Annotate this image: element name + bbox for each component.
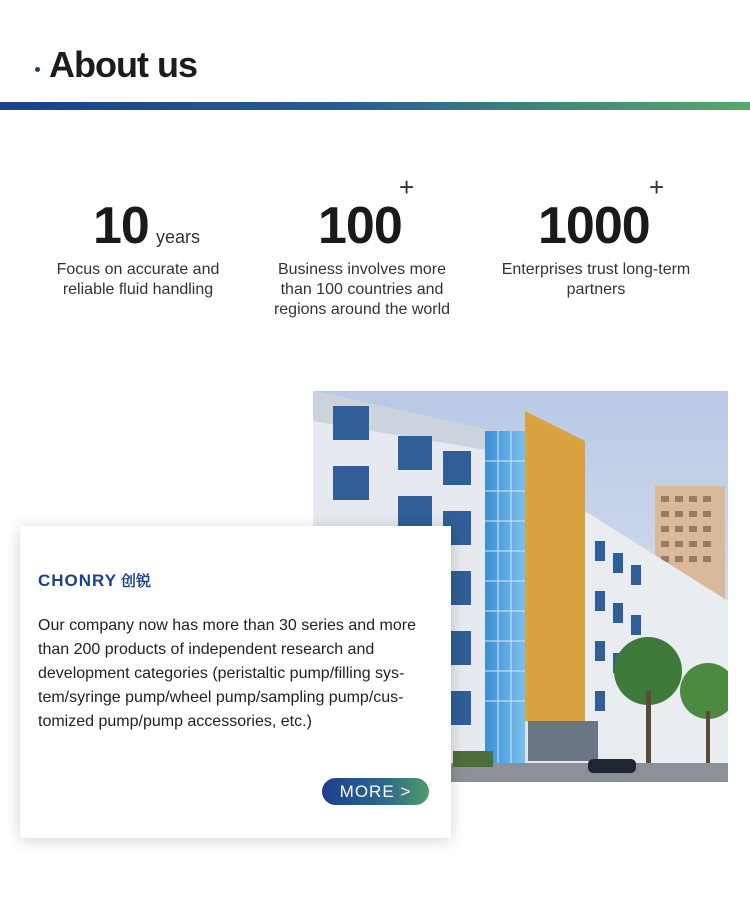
more-button[interactable]: MORE > (322, 778, 429, 805)
stat-number: 100 (318, 197, 402, 255)
company-logo (38, 570, 151, 591)
gradient-divider (0, 102, 750, 110)
section-header (0, 0, 750, 112)
stat-description: Focus on accurate and reliable fluid handling (56, 261, 220, 298)
stat-description: Business involves more than 100 countries and regions around the world (273, 261, 451, 318)
stat-number: 1000 (538, 197, 650, 255)
stat-years (38, 170, 238, 300)
stat-plus: + (399, 172, 415, 202)
stat-plus: + (649, 172, 665, 202)
logo-chinese-text: 创锐 (121, 573, 152, 590)
title-bullet (35, 67, 40, 72)
logo-text: CHONRY (38, 570, 118, 590)
stat-countries (262, 170, 462, 320)
stat-enterprises (487, 170, 705, 300)
stats-row (0, 170, 750, 360)
stat-number: 10 (93, 197, 149, 255)
about-card (20, 526, 451, 838)
stat-description: Enterprises trust long-term partners (501, 261, 691, 298)
page-title: About us (49, 44, 197, 85)
company-description: Our company now has more than 30 series and more than 200 products of independent research and development categories (peristaltic pump/filling sys-tem/syringe pump/wheel pump/sampling pump/cus-tomized pump/pump accessories, etc.) (38, 617, 416, 730)
stat-unit: years (156, 227, 201, 247)
